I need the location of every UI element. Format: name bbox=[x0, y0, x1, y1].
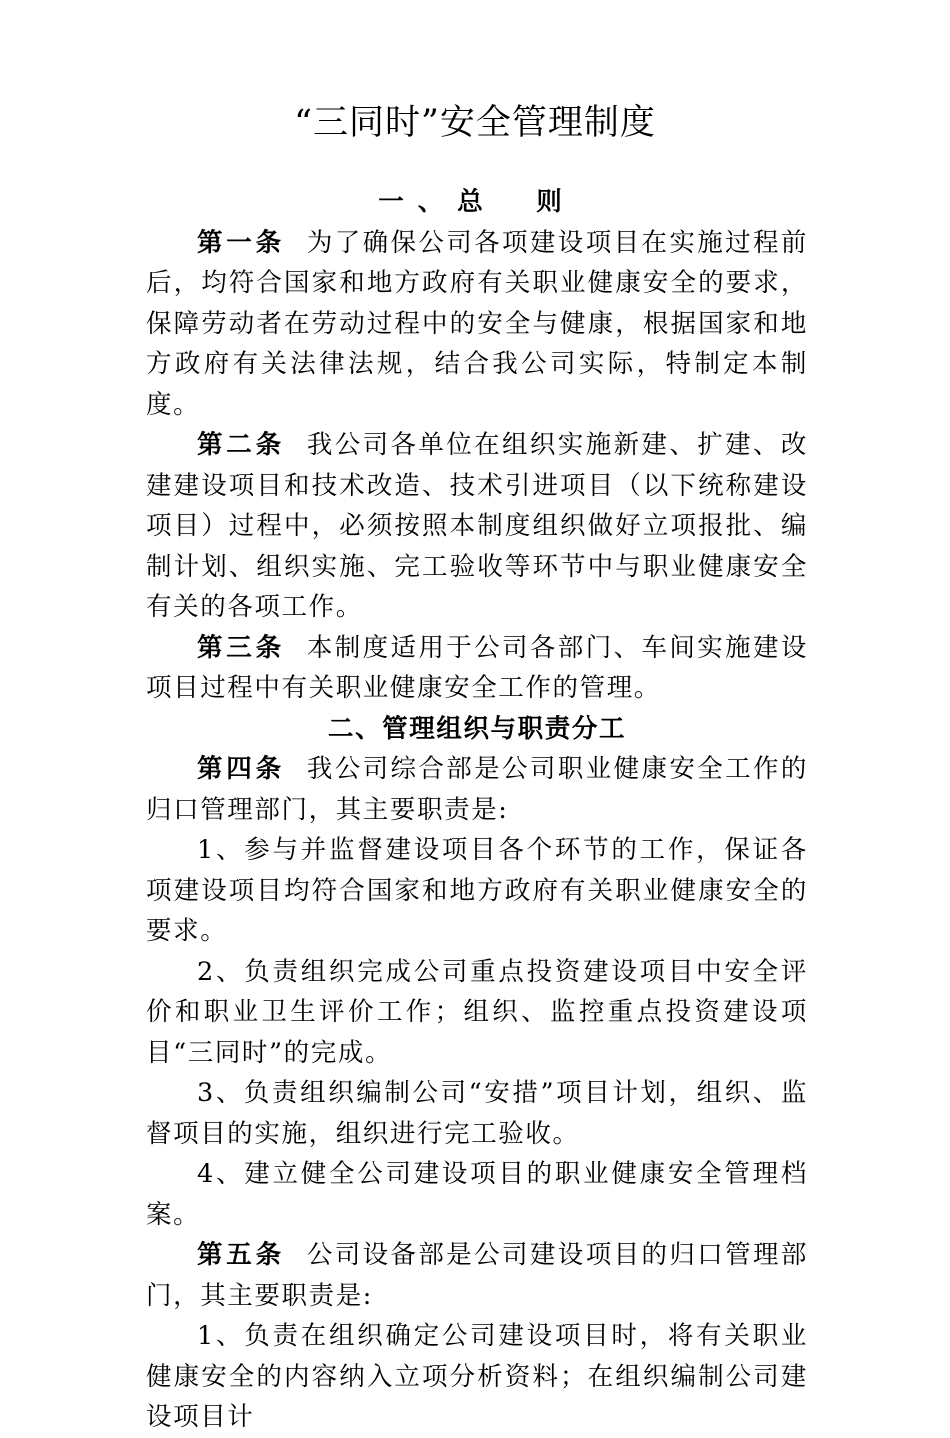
list-item: 3、负责组织编制公司“安措”项目计划，组织、监督项目的实施，组织进行完工验收。 bbox=[146, 1078, 808, 1149]
article-text: 公司设备部是公司建设项目的归口管理部门，其主要职责是: bbox=[146, 1240, 808, 1311]
article-label: 第四条 bbox=[197, 754, 285, 784]
section-heading-general: 一、总 则 bbox=[378, 187, 576, 217]
article-label: 第三条 bbox=[197, 632, 285, 663]
article-3 bbox=[146, 628, 808, 709]
document-title: “三同时”安全管理制度 bbox=[294, 103, 656, 143]
article-4 bbox=[146, 749, 808, 830]
article-text: 我公司综合部是公司职业健康安全工作的归口管理部门，其主要职责是: bbox=[146, 754, 808, 825]
article-1 bbox=[146, 223, 808, 426]
list-item: 2、负责组织完成公司重点投资建设项目中安全评价和职业卫生评价工作；组织、监控重点投资建设项目“三同时”的完成。 bbox=[146, 956, 808, 1068]
list-item: 1、负责在组织确定公司建设项目时，将有关职业健康安全的内容纳入立项分析资料；在组织编制公司建设项目计 bbox=[146, 1321, 808, 1432]
article-label: 第二条 bbox=[197, 430, 285, 460]
article-5 bbox=[146, 1235, 808, 1316]
document-body bbox=[146, 182, 808, 1438]
article-2 bbox=[146, 425, 808, 628]
section-heading-organization: 二、管理组织与职责分工 bbox=[327, 713, 627, 744]
article-label: 第五条 bbox=[197, 1240, 285, 1270]
list-item: 4、建立健全公司建设项目的职业健康安全管理档案。 bbox=[146, 1159, 808, 1230]
article-label: 第一条 bbox=[197, 227, 285, 258]
article-text: 为了确保公司各项建设项目在实施过程前后，均符合国家和地方政府有关职业健康安全的要求，保障劳动者在劳动过程中的安全与健康，根据国家和地方政府有关法律法规，结合我公司实际，特制定本制度。 bbox=[146, 227, 808, 420]
list-item: 1、参与并监督建设项目各个环节的工作，保证各项建设项目均符合国家和地方政府有关职业健康安全的要求。 bbox=[146, 835, 808, 946]
article-text: 我公司各单位在组织实施新建、扩建、改建建设项目和技术改造、技术引进项目（以下统称建设项目）过程中，必须按照本制度组织做好立项报批、编制计划、组织实施、完工验收等环节中与职业健康安全有关的各项工作。 bbox=[146, 430, 808, 622]
article-text: 本制度适用于公司各部门、车间实施建设项目过程中有关职业健康安全工作的管理。 bbox=[146, 632, 808, 703]
